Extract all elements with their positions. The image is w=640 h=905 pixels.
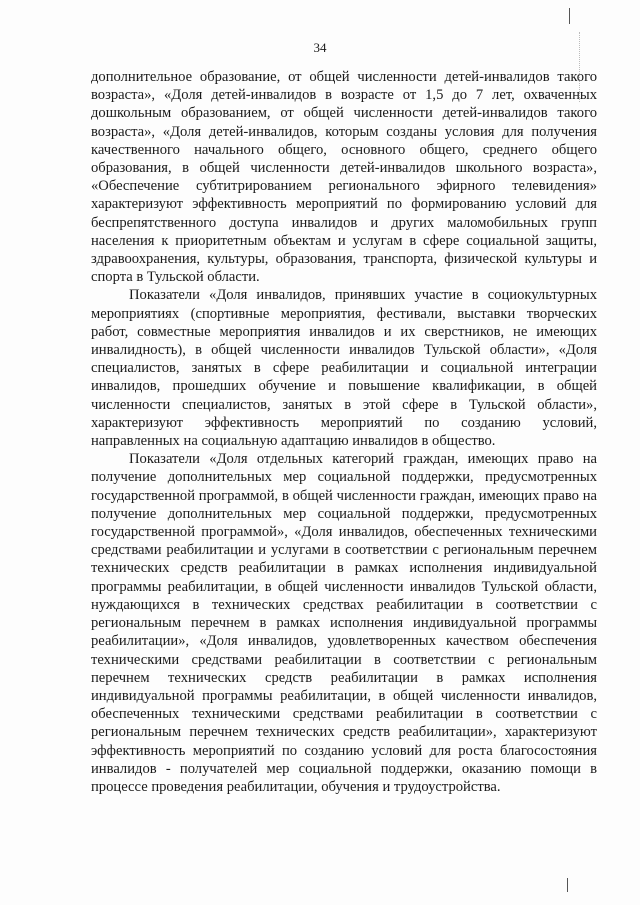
page-number: 34: [313, 40, 327, 55]
scan-artifact-top: [569, 8, 570, 24]
document-body: [91, 68, 597, 796]
paragraph-social-support-indicators: Показатели «Доля отдельных категорий граждан, имеющих право на получение дополнительных мер социальной поддержки, предусмотренных государственной программой, в общей численности граждан, имеющих право на получение дополнительных мер социальной поддержки, предусмотренных государственной программой», «Доля инвалидов, обеспеченных техническими средствами реабилитации и услугами в соответствии с региональным перечнем технических средств реабилитации в рамках исполнения индивидуальной программы реабилитации, в общей численности инвалидов Тульской области, нуждающихся в технических средствах реабилитации в соответствии с региональным перечнем в рамках исполнения индивидуальной программы реабилитации», «Доля инвалидов, удовлетворенных качеством обеспечения техническими средствами реабилитации в соответствии с региональным перечнем технических средств реабилитации в рамках исполнения индивидуальной программы реабилитации, в общей численности инвалидов, обеспеченных техническими средствами реабилитации в соответствии с региональным перечнем технических средств реабилитации», характеризуют эффективность мероприятий по созданию условий для роста благосостояния инвалидов - получателей мер социальной поддержки, оказанию помощи в процессе проведения реабилитации, обучения и трудоустройства.: [91, 451, 597, 795]
paragraph-sociocultural-indicators: Показатели «Доля инвалидов, принявших участие в социокультурных мероприятиях (спортивные мероприятия, фестивали, выставки творческих работ, совместные мероприятия инвалидов и их сверстников, не имеющих инвалидность), в общей численности инвалидов Тульской области», «Доля специалистов, занятых в сфере реабилитации и социальной интеграции инвалидов, прошедших обучение и повышение квалификации, в общей численности специалистов, занятых в этой сфере в Тульской области», характеризуют эффективность мероприятий по созданию условий, направленных на социальную адаптацию инвалидов в общество.: [91, 287, 597, 450]
paragraph-continuation: дополнительное образование, от общей численности детей-инвалидов такого возраста», «Доля детей-инвалидов в возрасте от 1,5 до 7 лет, охваченных дошкольным образованием, от общей численности детей-инвалидов такого возраста», «Доля детей-инвалидов, которым созданы условия для получения качественного начального общего, основного общего, среднего общего образования, в общей численности детей-инвалидов школьного возраста», «Обеспечение субтитрированием регионального эфирного телевидения» характеризуют эффективность мероприятий по формированию условий для беспрепятственного доступа инвалидов и других маломобильных групп населения к приоритетным объектам и услугам в сфере социальной защиты, здравоохранения, культуры, образования, транспорта, физической культуры и спорта в Тульской области.: [91, 69, 597, 286]
scan-artifact-bottom: [567, 878, 568, 892]
